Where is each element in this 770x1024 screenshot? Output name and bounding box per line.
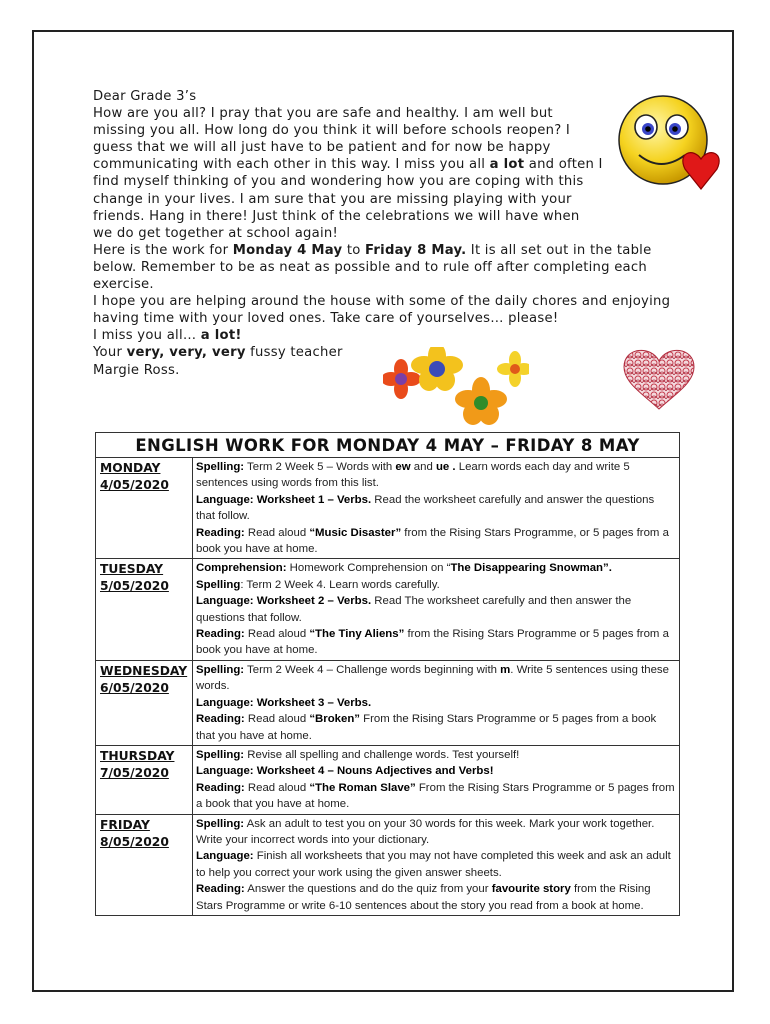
language-task: Language: Finish all worksheets that you may not have completed this week and ask an adult to help you correct your work using the given answer sheets. xyxy=(196,850,671,879)
letter-greeting: Dear Grade 3’s xyxy=(93,89,197,104)
comprehension-task: Comprehension: Homework Comprehension on “The Disappearing Snowman”. xyxy=(196,562,612,575)
spelling-task: Spelling: Term 2 Week 4 – Challenge words beginning with m. Write 5 sentences using these words. xyxy=(196,663,669,693)
tasks-cell xyxy=(193,660,680,745)
day-name: FRIDAY xyxy=(100,817,150,832)
letter-paragraph-2: Here is the work for Monday 4 May to Friday 8 May. It is all set out in the table below. Remember to be as neat as possible and to rule off after completing each exercise. xyxy=(93,242,652,293)
patterned-heart-clipart xyxy=(618,343,700,411)
language-task: Language: Worksheet 4 – Nouns Adjectives and Verbs! xyxy=(196,765,494,778)
tasks-cell xyxy=(193,745,680,814)
day-date: 7/05/2020 xyxy=(100,765,169,780)
flowers-clipart xyxy=(383,347,529,429)
day-date: 8/05/2020 xyxy=(100,834,169,849)
table-row xyxy=(96,458,680,559)
tasks-cell xyxy=(193,814,680,915)
day-date: 5/05/2020 xyxy=(100,579,169,594)
reading-task: Reading: Read aloud “Broken” From the Rising Stars Programme or 5 pages from a book that you have at home. xyxy=(196,713,657,742)
language-task: Language: Worksheet 3 – Verbs. xyxy=(196,696,372,709)
table-row xyxy=(96,814,680,915)
day-cell xyxy=(96,745,193,814)
spelling-task: Spelling: Revise all spelling and challenge words. Test yourself! xyxy=(196,748,520,761)
tasks-cell xyxy=(193,559,680,660)
reading-task: Reading: Read aloud “The Roman Slave” From the Rising Stars Programme or 5 pages from a book that you have at home. xyxy=(196,781,675,811)
letter-paragraph-1: How are you all? I pray that you are safe and healthy. I am well but missing you all. How long do you think it will before schools reopen? I guess that we will all just have to be patient and for now be happy communicating with each other in this way. I miss you all a lot and often I find myself thinking of you and wondering how you are coping with this change in your lives. I am sure that you are missing playing with your friends. Hang in there! Just think of the celebrations we will have when we do get together at school again! xyxy=(93,106,603,241)
letter-signature: Margie Ross. xyxy=(93,362,180,378)
day-date: 6/05/2020 xyxy=(100,680,169,695)
table-title: ENGLISH WORK FOR MONDAY 4 MAY – FRIDAY 8 MAY xyxy=(96,433,680,458)
table-row xyxy=(96,660,680,745)
day-cell xyxy=(96,458,193,559)
letter-paragraph-4: I miss you all… a lot! xyxy=(93,328,242,344)
tasks-cell xyxy=(193,458,680,559)
day-name: WEDNESDAY xyxy=(100,663,188,678)
language-task: Language: Worksheet 2 – Verbs. Read The worksheet carefully and then answer the questions that follow. xyxy=(196,595,632,624)
day-name: MONDAY xyxy=(100,461,161,475)
reading-task: Reading: Answer the questions and do the quiz from your favourite story from the Rising Stars Programme or write 6-10 sentences about the story you read from a book at home. xyxy=(196,883,651,912)
table-row xyxy=(96,559,680,660)
letter-paragraph-5: Your very, very, very fussy teacher xyxy=(93,345,343,361)
smiley-face-with-heart-icon xyxy=(613,93,725,199)
day-cell xyxy=(96,660,193,745)
language-task: Language: Worksheet 1 – Verbs. Read the worksheet carefully and answer the questions that follow. xyxy=(196,493,655,523)
letter-paragraph-3: I hope you are helping around the house with some of the daily chores and enjoying having time with your loved ones. Take care of yourselves… please! xyxy=(93,294,671,327)
reading-task: Reading: Read aloud “Music Disaster” from the Rising Stars Programme, or 5 pages from a book you have at home. xyxy=(196,526,669,556)
day-cell xyxy=(96,814,193,915)
table-row xyxy=(96,745,680,814)
day-date: 4/05/2020 xyxy=(100,478,169,492)
reading-task: Reading: Read aloud “The Tiny Aliens” from the Rising Stars Programme or 5 pages from a book you have at home. xyxy=(196,628,669,657)
day-cell xyxy=(96,559,193,660)
day-name: THURSDAY xyxy=(100,748,175,763)
spelling-task: Spelling: Term 2 Week 4. Learn words carefully. xyxy=(196,578,440,591)
day-name: TUESDAY xyxy=(100,562,164,577)
english-work-table xyxy=(95,432,680,916)
spelling-task: Spelling: Term 2 Week 5 – Words with ew and ue . Learn words each day and write 5 sentences using words from this list. xyxy=(196,461,630,490)
spelling-task: Spelling: Ask an adult to test you on your 30 words for this week. Mark your work together. Write your incorrect words into your dictionary. xyxy=(196,817,655,846)
letter-body xyxy=(93,88,693,379)
